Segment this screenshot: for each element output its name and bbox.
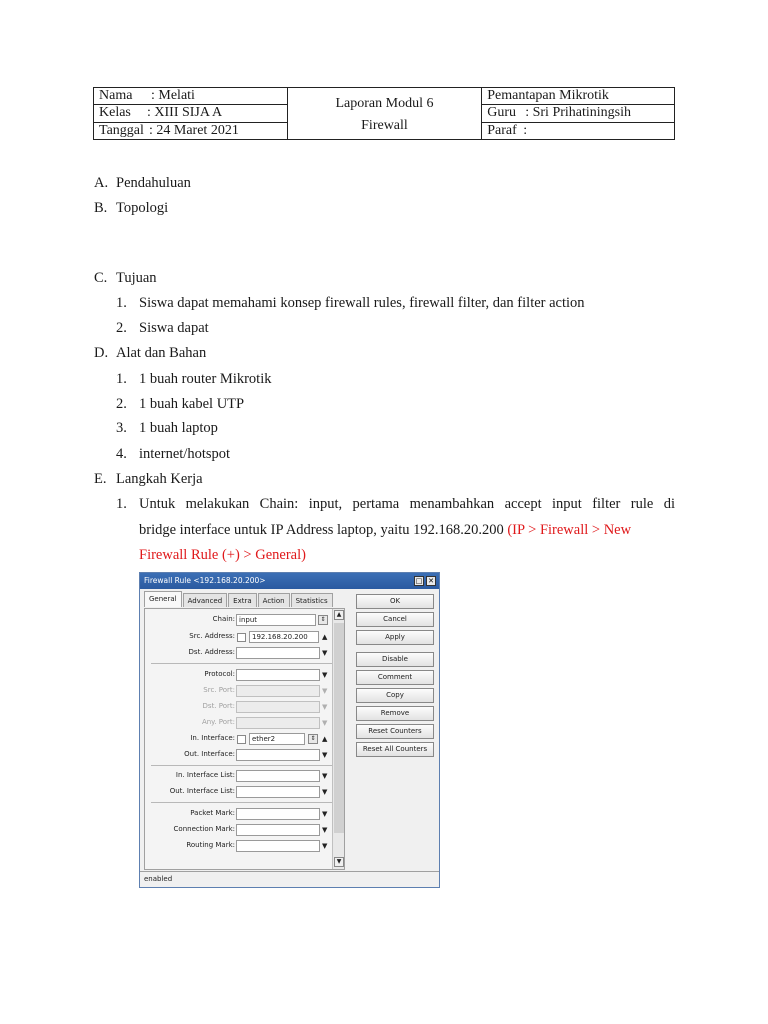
in-interface-row — [145, 733, 335, 745]
vertical-scrollbar[interactable] — [332, 609, 344, 869]
in-interface-negate-checkbox[interactable] — [237, 735, 246, 744]
chevron-down-icon[interactable]: ▼ — [322, 842, 328, 850]
scrollbar-thumb[interactable] — [334, 623, 344, 833]
src-port-label: Src. Port: — [203, 686, 235, 694]
window-title: Firewall Rule <192.168.20.200> — [144, 576, 266, 585]
chevron-down-icon: ▼ — [322, 703, 328, 711]
connection-mark-label: Connection Mark: — [173, 825, 235, 833]
list-number: 1. — [116, 295, 127, 311]
tanggal-cell — [94, 122, 288, 139]
src-port-row — [145, 685, 335, 697]
section-title: Alat dan Bahan — [116, 345, 207, 361]
subject-cell: Pemantapan Mikrotik — [482, 88, 675, 105]
dst-address-input[interactable] — [236, 647, 320, 659]
header-table — [93, 87, 675, 140]
step-text: bridge interface untuk IP Address laptop, yaitu 192.168.20.200 — [139, 522, 508, 538]
disable-button[interactable]: Disable — [356, 652, 434, 667]
general-panel — [144, 608, 345, 870]
tab-action[interactable]: Action — [258, 593, 290, 607]
scroll-up-icon[interactable]: ▲ — [334, 610, 344, 620]
section-letter: E. — [94, 471, 107, 487]
report-title-cell — [287, 88, 481, 140]
chevron-down-icon[interactable]: ▼ — [322, 826, 328, 834]
nama-label: Nama — [99, 88, 133, 104]
out-interface-list-input[interactable] — [236, 786, 320, 798]
tab-extra[interactable]: Extra — [228, 593, 256, 607]
list-number: 1. — [116, 371, 127, 387]
guru-cell — [482, 105, 675, 122]
kelas-label: Kelas — [99, 105, 131, 121]
any-port-row — [145, 717, 335, 729]
chevron-down-icon[interactable]: ▼ — [322, 788, 328, 796]
routing-mark-input[interactable] — [236, 840, 320, 852]
chain-input[interactable]: input — [236, 614, 316, 626]
maximize-icon[interactable]: □ — [415, 577, 423, 585]
section-letter: A. — [94, 175, 109, 191]
step-number: 1. — [116, 496, 127, 512]
tanggal-value: : 24 Maret 2021 — [149, 122, 239, 138]
section-title: Langkah Kerja — [116, 471, 203, 487]
chain-label: Chain: — [212, 615, 235, 623]
scroll-down-icon[interactable]: ▼ — [334, 857, 344, 867]
chevron-down-icon: ▼ — [322, 687, 328, 695]
in-interface-input[interactable]: ether2 — [249, 733, 305, 745]
paraf-label: Paraf — [487, 122, 517, 138]
dst-port-input — [236, 701, 320, 713]
packet-mark-row — [145, 808, 335, 820]
nama-value: : Melati — [151, 88, 195, 104]
chain-dropdown-icon[interactable]: ⇕ — [318, 615, 328, 625]
dst-address-row — [145, 647, 335, 659]
reset-all-counters-button[interactable]: Reset All Counters — [356, 742, 434, 757]
list-text: Siswa dapat memahami konsep firewall rules, firewall filter, dan filter action — [139, 295, 585, 311]
in-interface-label: In. Interface: — [190, 734, 235, 742]
in-interface-list-label: In. Interface List: — [175, 771, 235, 779]
src-address-input[interactable]: 192.168.20.200 — [249, 631, 319, 643]
list-text: internet/hotspot — [139, 446, 231, 462]
protocol-row — [145, 669, 335, 681]
dst-port-row — [145, 701, 335, 713]
step-text-line2 — [139, 522, 631, 539]
list-number: 2. — [116, 320, 127, 336]
section-title: Pendahuluan — [116, 175, 191, 191]
src-port-input — [236, 685, 320, 697]
copy-button[interactable]: Copy — [356, 688, 434, 703]
in-interface-dropdown-icon[interactable]: ⇕ — [308, 734, 318, 744]
section-title: Tujuan — [116, 270, 157, 286]
routing-mark-label: Routing Mark: — [186, 841, 235, 849]
firewall-rule-screenshot — [139, 572, 440, 888]
packet-mark-input[interactable] — [236, 808, 320, 820]
dst-address-label: Dst. Address: — [188, 648, 235, 656]
list-number: 3. — [116, 420, 127, 436]
chevron-down-icon[interactable]: ▼ — [322, 810, 328, 818]
ok-button[interactable]: OK — [356, 594, 434, 609]
menu-path-continued: Firewall Rule (+) > General) — [139, 547, 306, 563]
src-address-row — [145, 631, 335, 643]
divider — [151, 802, 335, 803]
section-letter: B. — [94, 200, 108, 216]
report-title: Laporan Modul 6 — [335, 95, 434, 111]
any-port-label: Any. Port: — [201, 718, 235, 726]
out-interface-row — [145, 749, 335, 761]
tab-general[interactable]: General — [144, 591, 182, 607]
out-interface-list-row — [145, 786, 335, 798]
dst-port-label: Dst. Port: — [202, 702, 235, 710]
status-bar: enabled — [140, 871, 439, 887]
paraf-value: : — [523, 122, 528, 138]
list-text: 1 buah router Mikrotik — [139, 371, 272, 387]
step-text-line1: Untuk melakukan Chain: input, pertama menambahkan accept input filter rule di — [139, 496, 675, 512]
remove-button[interactable]: Remove — [356, 706, 434, 721]
tab-advanced[interactable]: Advanced — [183, 593, 228, 607]
src-address-negate-checkbox[interactable] — [237, 633, 246, 642]
packet-mark-label: Packet Mark: — [190, 809, 235, 817]
cancel-button[interactable]: Cancel — [356, 612, 434, 627]
guru-label: Guru — [487, 105, 516, 121]
collapse-icon[interactable]: ▲ — [322, 735, 328, 743]
out-interface-label: Out. Interface: — [184, 750, 235, 758]
chevron-down-icon[interactable]: ▼ — [322, 751, 328, 759]
list-number: 4. — [116, 446, 127, 462]
tab-statistics[interactable]: Statistics — [291, 593, 333, 607]
chevron-down-icon[interactable]: ▼ — [322, 772, 328, 780]
in-interface-list-input[interactable] — [236, 770, 320, 782]
out-interface-list-label: Out. Interface List: — [169, 787, 235, 795]
close-icon[interactable]: ✕ — [426, 576, 436, 586]
section-letter: D. — [94, 345, 109, 361]
apply-button[interactable]: Apply — [356, 630, 434, 645]
list-text: Siswa dapat — [139, 320, 209, 336]
report-subtitle: Firewall — [361, 117, 408, 133]
list-text: 1 buah laptop — [139, 420, 218, 436]
chevron-down-icon[interactable]: ▼ — [322, 649, 328, 657]
src-address-label: Src. Address: — [189, 632, 235, 640]
divider — [151, 663, 335, 664]
divider — [151, 765, 335, 766]
nama-cell — [94, 88, 288, 105]
connection-mark-input[interactable] — [236, 824, 320, 836]
section-title: Topologi — [116, 200, 169, 216]
list-text: 1 buah kabel UTP — [139, 396, 245, 412]
comment-button[interactable]: Comment — [356, 670, 434, 685]
paraf-cell — [482, 122, 675, 139]
chevron-down-icon[interactable]: ▼ — [322, 671, 328, 679]
kelas-value: : XIII SIJA A — [147, 105, 223, 121]
tanggal-label: Tanggal — [99, 122, 144, 138]
any-port-input — [236, 717, 320, 729]
collapse-icon[interactable]: ▲ — [322, 633, 328, 641]
chevron-down-icon: ▼ — [322, 719, 328, 727]
kelas-cell — [94, 105, 288, 122]
routing-mark-row — [145, 840, 335, 852]
section-letter: C. — [94, 270, 108, 286]
in-interface-list-row — [145, 770, 335, 782]
chain-row — [145, 614, 335, 626]
menu-path: (IP > Firewall > New — [507, 522, 632, 538]
guru-value: : Sri Prihatiningsih — [525, 105, 632, 121]
protocol-input[interactable] — [236, 669, 320, 681]
connection-mark-row — [145, 824, 335, 836]
protocol-label: Protocol: — [204, 670, 235, 678]
tab-bar — [144, 593, 334, 607]
reset-counters-button[interactable]: Reset Counters — [356, 724, 434, 739]
out-interface-input[interactable] — [236, 749, 320, 761]
list-number: 2. — [116, 396, 127, 412]
window-titlebar — [140, 573, 439, 589]
